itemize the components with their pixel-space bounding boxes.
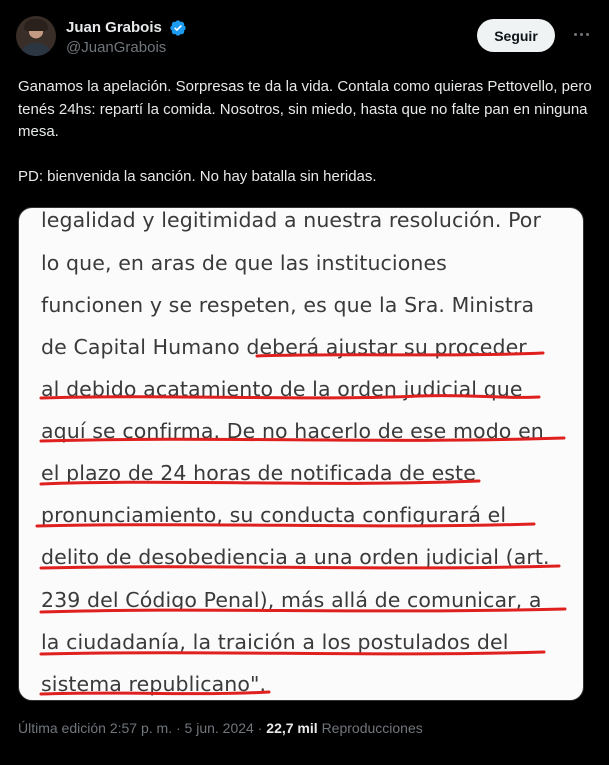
tweet-meta xyxy=(18,718,423,738)
views-count: 22,7 mil xyxy=(266,720,318,736)
avatar[interactable] xyxy=(16,16,56,56)
tweet-paragraph: Ganamos la apelación. Sorpresas te da la vida. Contala como quieras Pettovello, pero tenés 24hs: repartí la comida. Nosotros, sin miedo, hasta que no falte pan en ninguna mesa. xyxy=(18,78,592,140)
tweet-paragraph: PD: bienvenida la sanción. No hay batalla sin heridas. xyxy=(18,167,377,185)
avatar-shirt xyxy=(20,43,52,56)
document-line: 239 del Código Penal), más allá de comunicar, a xyxy=(41,588,542,612)
document-line: de Capital Humano deberá ajustar su proceder xyxy=(41,335,527,359)
separator: · xyxy=(257,720,263,736)
document-line: pronunciamiento, su conducta configurará el xyxy=(41,503,507,527)
document-line: legalidad y legitimidad a nuestra resolución. Por xyxy=(41,208,541,232)
author-handle[interactable]: @JuanGrabois xyxy=(66,39,167,56)
separator: · xyxy=(175,720,181,736)
tweet-text xyxy=(18,76,593,210)
document-line: la ciudadanía, la traición a los postulados del xyxy=(41,630,509,654)
tweet-image[interactable] xyxy=(18,207,584,701)
edited-label[interactable]: Última edición xyxy=(18,720,106,736)
document-line: el plazo de 24 horas de notificada de este xyxy=(41,461,476,485)
verified-badge-icon xyxy=(169,19,187,37)
red-underline-annotations xyxy=(19,208,584,701)
document-line: sistema republicano". xyxy=(41,672,267,696)
avatar-hair xyxy=(24,19,48,31)
document-line: aquí se confirma. De no hacerlo de ese modo en xyxy=(41,419,544,443)
author-display-name[interactable]: Juan Grabois xyxy=(66,19,162,36)
post-time[interactable]: 2:57 p. m. xyxy=(109,720,173,736)
more-horizontal-icon[interactable] xyxy=(569,22,593,46)
follow-button[interactable]: Seguir xyxy=(477,19,555,52)
document-line: al debido acatamiento de la orden judicial que xyxy=(41,377,523,401)
document-line: funcionen y se respeten, es que la Sra. Ministra xyxy=(41,293,535,317)
document-line: lo que, en aras de que las instituciones xyxy=(41,251,447,275)
tweet-header xyxy=(16,16,593,60)
views-label: Reproducciones xyxy=(321,720,423,736)
author-info xyxy=(66,18,187,58)
document-line: delito de desobediencia a una orden judicial (art. xyxy=(41,545,550,569)
post-date[interactable]: 5 jun. 2024 xyxy=(184,720,254,736)
